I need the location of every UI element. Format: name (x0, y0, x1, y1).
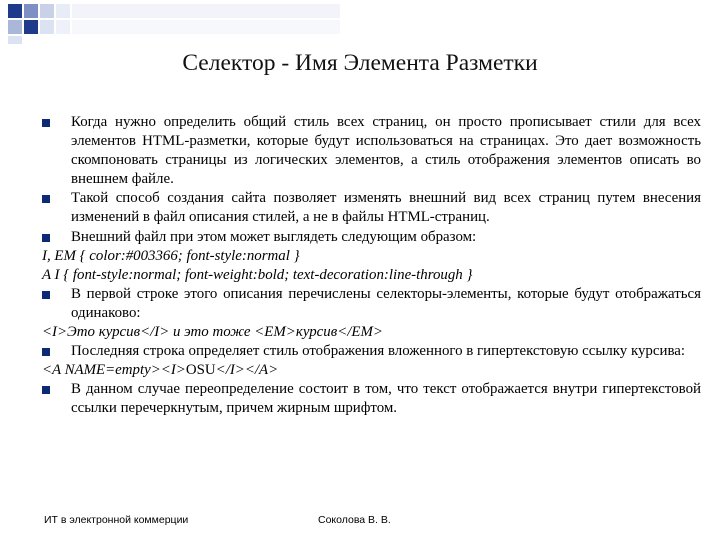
bullet-square-icon (42, 386, 50, 394)
list-item-text: Внешний файл при этом может выглядеть следующим образом: (71, 228, 477, 245)
list-item (42, 342, 701, 361)
list-item (42, 189, 701, 227)
footer-course: ИТ в электронной коммерции (44, 514, 189, 526)
list-item (42, 380, 701, 418)
bullet-square-icon (42, 119, 50, 127)
corner-decoration (0, 0, 340, 46)
slide-content (42, 113, 701, 419)
bullet-square-icon (42, 291, 50, 299)
bullet-square-icon (42, 348, 50, 356)
list-item (42, 228, 701, 247)
code-italic-end: </I></A> (215, 362, 279, 379)
list-item-text: Последняя строка определяет стиль отображения вложенного в гипертекстовую ссылку курсива: (71, 343, 686, 360)
code-line: I, EM { color:#003366; font-style:normal } (42, 247, 300, 264)
code-line (42, 361, 701, 380)
list-item (42, 285, 701, 323)
bullet-square-icon (42, 234, 50, 242)
list-item-text: Когда нужно определить общий стиль всех страниц, он просто прописывает стили для всех элементов HTML-разметки, которые будут использоваться на страницах. Это дает возможность скомпоновать страницы из логических элементов, а стиль отображения элементов описать во внешнем файле. (71, 114, 701, 188)
footer-author: Соколова В. В. (318, 514, 391, 526)
list-item (42, 113, 701, 189)
list-item-text: В первой строке этого описания перечислены селекторы-элементы, которые будут отображаться одинаково: (71, 285, 701, 321)
code-italic-start: <A NAME=empty><I> (42, 362, 186, 379)
list-item-text: В данном случае переопределение состоит в том, что текст отображается внутри гипертекстовой ссылки перечеркнутым, причем жирным шрифтом. (71, 381, 701, 417)
bullet-square-icon (42, 195, 50, 203)
slide-title: Селектор - Имя Элемента Разметки (182, 50, 538, 76)
code-plain-text: OSU (185, 362, 216, 379)
list-item-text: Такой способ создания сайта позволяет изменять внешний вид всех страниц путем внесения изменений в файл описания стилей, а не в файлы HTML-страниц. (71, 190, 701, 226)
code-line: <I>Это курсив</I> и это тоже <EM>курсив</EM> (42, 324, 383, 341)
code-line: A I { font-style:normal; font-weight:bold; text-decoration:line-through } (42, 266, 473, 283)
